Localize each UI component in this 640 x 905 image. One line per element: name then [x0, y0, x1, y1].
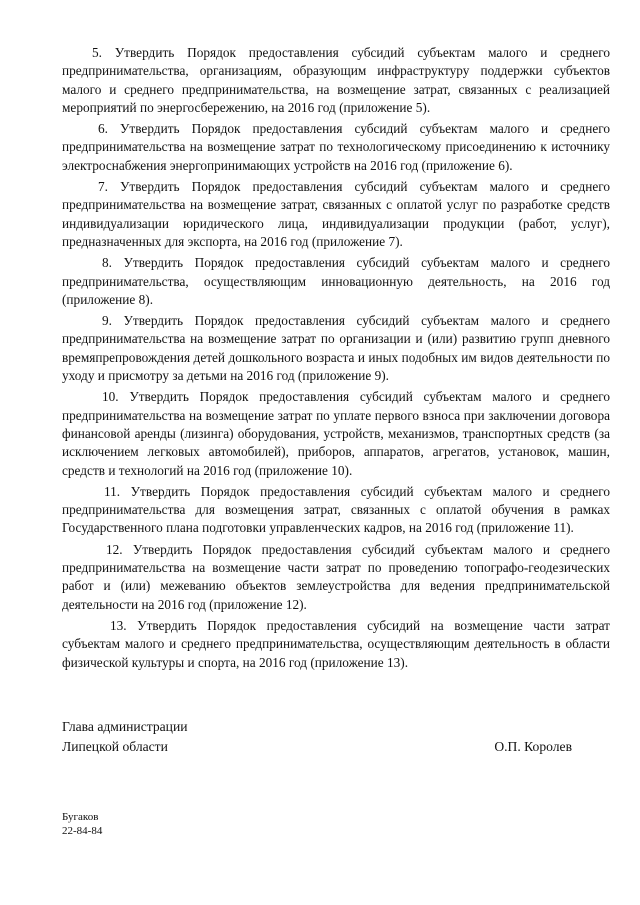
- paragraph-13: 13. Утвердить Порядок предоставления субсидий на возмещение части затрат субъектам малого и среднего предпринимательства, осуществляющим деятельность в области физической культуры и спорта, на 2016 год (приложение 13).: [62, 617, 610, 670]
- signatory-title-line2: Липецкой области: [62, 739, 168, 754]
- paragraph-11: 11. Утвердить Порядок предоставления субсидий субъектам малого и среднего предпринимательства для возмещения затрат, связанных с оплатой обучения в рамках Государственного плана подготовки управленческих кадров, на 2016 год (приложение 11).: [62, 483, 610, 536]
- paragraph-10: 10. Утвердить Порядок предоставления субсидий субъектам малого и среднего предпринимательства на возмещение затрат по уплате первого взноса при заключении договора финансовой аренды (лизинга) оборудования, устройств, механизмов, транспортных средств (за исключением легковых автомобилей), приборов, аппаратов, агрегатов, установок, машин, средств и технологий на 2016 год (приложение 10).: [62, 389, 610, 478]
- paragraph-12: 12. Утвердить Порядок предоставления субсидий субъектам малого и среднего предпринимательства на возмещение части затрат по проведению топографо-геодезических работ и (или) межеванию объектов землеустройства для ведения предпринимательской деятельности на 2016 год (приложение 12).: [62, 541, 610, 612]
- signature-block: [62, 717, 610, 757]
- paragraph-7: 7. Утвердить Порядок предоставления субсидий субъектам малого и среднего предпринимательства на возмещение затрат, связанных с оплатой услуг по разработке средств индивидуализации юридического лица, индивидуализации продукции (работ, услуг), предназначенных для экспорта, на 2016 год (приложение 7).: [62, 179, 610, 249]
- paragraph-8: 8. Утвердить Порядок предоставления субсидий субъектам малого и среднего предпринимательства, осуществляющим инновационную деятельность, на 2016 год (приложение 8).: [62, 255, 610, 307]
- signatory-title-line1: Глава администрации: [62, 719, 188, 734]
- signatory-name: О.П. Королев: [494, 739, 572, 754]
- document-body: [62, 44, 610, 675]
- paragraph-6: 6. Утвердить Порядок предоставления субсидий субъектам малого и среднего предпринимательства на возмещение затрат по технологическому присоединению к источнику электроснабжения энергопринимающих устройств на 2016 год (приложение 6).: [62, 121, 610, 173]
- executor-note: [62, 810, 102, 838]
- executor-phone: 22-84-84: [62, 825, 103, 837]
- paragraph-5: 5. Утвердить Порядок предоставления субсидий субъектам малого и среднего предпринимательства, организациям, образующим инфраструктуру поддержки субъектов малого и среднего предпринимательства, на возмещение затрат, связанных с реализацией мероприятий по энергосбережению, на 2016 год (приложение 5).: [62, 45, 610, 115]
- paragraph-9: 9. Утвердить Порядок предоставления субсидий субъектам малого и среднего предпринимательства на возмещение затрат по организации и (или) развитию групп дневного времяпрепровождения детей дошкольного возраста и иных подобных им видов деятельности по уходу и присмотру за детьми на 2016 год (приложение 9).: [62, 313, 610, 384]
- executor-name: Бугаков: [62, 811, 99, 823]
